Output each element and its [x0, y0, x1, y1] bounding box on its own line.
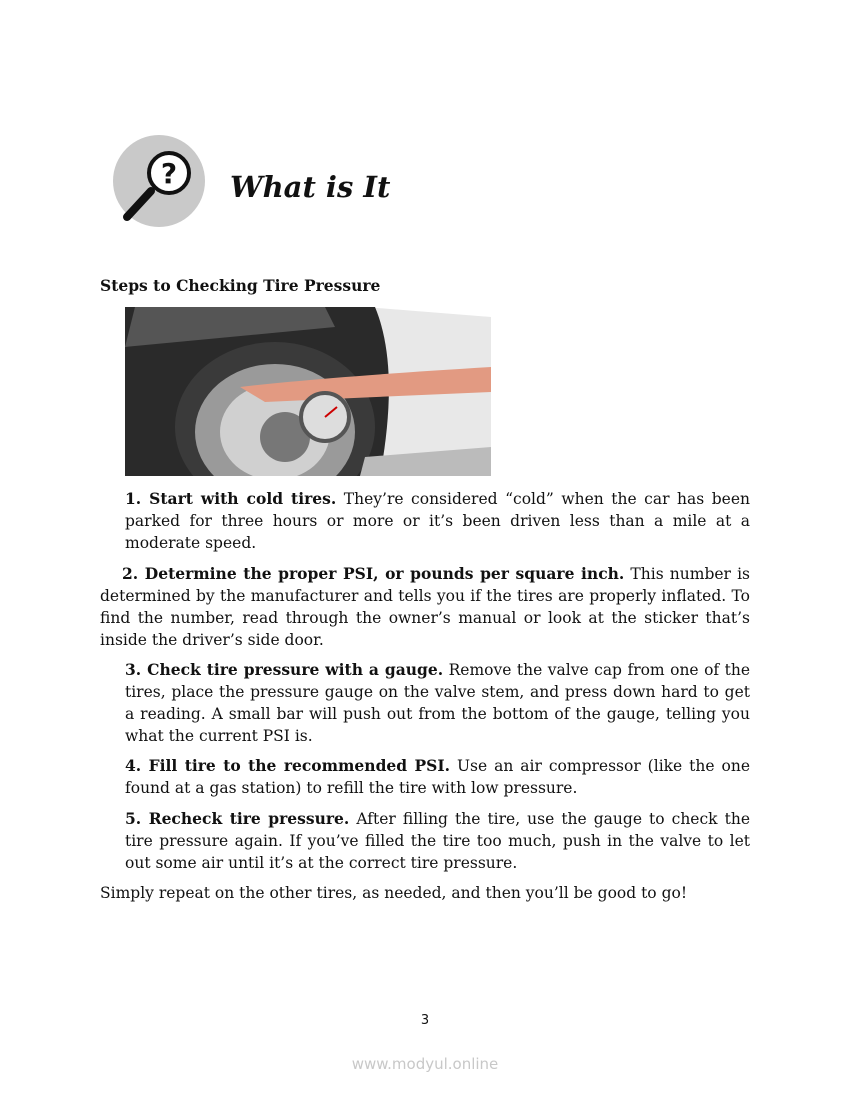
step-3 — [125, 659, 750, 747]
step-2-lead: 2. Determine the proper PSI, or pounds per square inch. — [122, 564, 625, 583]
magnifier-question-icon — [113, 135, 205, 227]
step-1 — [125, 488, 750, 554]
step-5-lead: 5. Recheck tire pressure. — [125, 809, 350, 828]
step-2-text: This number is determined by the manufacturer and tells you if the tires are properly inflated. To find the number, read through the owner’s manual or look at the sticker that’s inside the driver’s side door. — [100, 565, 750, 649]
watermark: www.modyul.online — [351, 1055, 499, 1073]
page-number: 3 — [420, 1013, 430, 1028]
step-4-text: Use an air compressor (like the one found at a gas station) to refill the tire with low pressure. — [125, 757, 750, 797]
step-3-lead: 3. Check tire pressure with a gauge. — [125, 660, 444, 679]
section-subtitle: Steps to Checking Tire Pressure — [100, 276, 381, 295]
closing-paragraph: Simply repeat on the other tires, as needed, and then you’ll be good to go! — [100, 884, 688, 902]
page-title: What is It — [230, 170, 391, 204]
step-2 — [100, 563, 750, 651]
step-1-lead: 1. Start with cold tires. — [125, 489, 337, 508]
step-5-text: After filling the tire, use the gauge to check the tire pressure again. If you’ve filled the tire too much, push in the valve to let out some air until it’s at the correct tire pressure. — [125, 810, 750, 872]
svg-text:?: ? — [160, 157, 178, 190]
step-1-text: They’re considered “cold” when the car has been parked for three hours or more or it’s been driven less than a mile at a moderate speed. — [125, 490, 750, 552]
step-4 — [125, 755, 750, 799]
step-5 — [125, 808, 750, 874]
step-4-lead: 4. Fill tire to the recommended PSI. — [125, 756, 451, 775]
tire-pressure-gauge-photo — [125, 307, 491, 476]
step-3-text: Remove the valve cap from one of the tires, place the pressure gauge on the valve stem, and press down hard to get a reading. A small bar will push out from the bottom of the gauge, telling you what the current PSI is. — [125, 661, 751, 745]
